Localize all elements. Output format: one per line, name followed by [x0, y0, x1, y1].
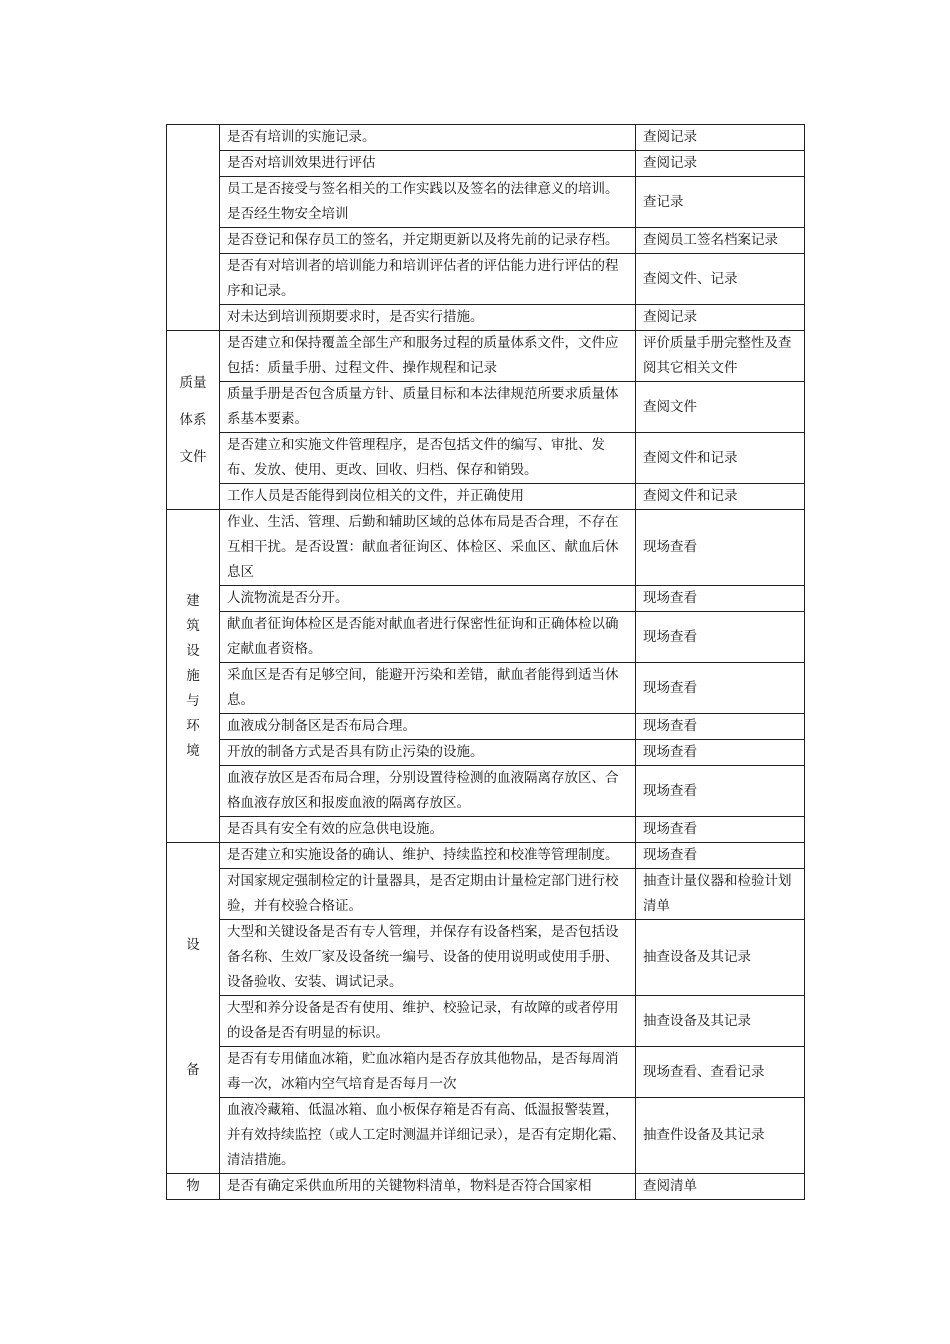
table-row [167, 510, 805, 586]
check-method: 抽查件设备及其记录 [636, 1098, 805, 1174]
table-row [167, 920, 805, 996]
check-method: 现场查看 [636, 586, 805, 612]
check-item: 员工是否接受与签名相关的工作实践以及签名的法律意义的培训。是否经生物安全培训 [220, 177, 636, 228]
category-char: 与 [186, 692, 200, 709]
check-method: 查阅文件 [636, 382, 805, 433]
check-item: 大型和关键设备是否有专人管理，并保存有设备档案，是否包括设备名称、生效厂家及设备统一编号、设备的使用说明或使用手册、设备验收、安装、调试记录。 [220, 920, 636, 996]
check-item: 质量手册是否包含质量方针、质量目标和本法律规范所要求质量体系基本要素。 [220, 382, 636, 433]
check-method: 现场查看 [636, 612, 805, 663]
category-cell-materials: 物 [167, 1174, 220, 1200]
check-method: 评价质量手册完整性及查阅其它相关文件 [636, 331, 805, 382]
category-char: 境 [186, 742, 200, 759]
check-item: 是否有确定采供血所用的关键物料清单，物料是否符合国家相 [220, 1174, 636, 1200]
category-char: 施 [186, 667, 200, 684]
category-cell-training [167, 125, 220, 331]
check-item: 大型和养分设备是否有使用、维护、校验记录，有故障的或者停用的设备是否有明显的标识。 [220, 996, 636, 1047]
category-char: 环 [186, 717, 200, 734]
table-row [167, 151, 805, 177]
table-row [167, 869, 805, 920]
check-method: 抽查设备及其记录 [636, 920, 805, 996]
table-row [167, 996, 805, 1047]
inspection-table [166, 124, 805, 1200]
check-method: 查阅文件、记录 [636, 254, 805, 305]
table-row [167, 843, 805, 869]
check-method: 现场查看 [636, 740, 805, 766]
table-row [167, 254, 805, 305]
check-item: 血液存放区是否布局合理，分别设置待检测的血液隔离存放区、合格血液存放区和报废血液的隔离存放区。 [220, 766, 636, 817]
check-item: 工作人员是否能得到岗位相关的文件，并正确使用 [220, 484, 636, 510]
check-item: 开放的制备方式是否具有防止污染的设施。 [220, 740, 636, 766]
check-item: 是否有对培训者的培训能力和培训评估者的评估能力进行评估的程序和记录。 [220, 254, 636, 305]
check-item: 作业、生活、管理、后勤和辅助区域的总体布局是否合理，不存在互相干扰。是否设置：献血者征询区、体检区、采血区、献血后休息区 [220, 510, 636, 586]
category-char: 筑 [186, 617, 200, 634]
check-item: 是否建立和保持覆盖全部生产和服务过程的质量体系文件，文件应包括：质量手册、过程文件、操作规程和记录 [220, 331, 636, 382]
check-item: 人流物流是否分开。 [220, 586, 636, 612]
check-method: 现场查看 [636, 843, 805, 869]
check-item: 血液成分制备区是否布局合理。 [220, 714, 636, 740]
table-row [167, 125, 805, 151]
table-row [167, 1174, 805, 1200]
check-item: 献血者征询体检区是否能对献血者进行保密性征询和正确体检以确定献血者资格。 [220, 612, 636, 663]
check-item: 对未达到培训预期要求时，是否实行措施。 [220, 305, 636, 331]
check-method: 现场查看 [636, 817, 805, 843]
check-item: 是否有专用储血冰箱，贮血冰箱内是否存放其他物品，是否每周消毒一次，冰箱内空气培育是否每月一次 [220, 1047, 636, 1098]
check-method: 查阅记录 [636, 305, 805, 331]
table-row [167, 714, 805, 740]
category-label: 质量 [179, 374, 207, 391]
category-cell-equipment [167, 843, 220, 1174]
check-item: 是否建立和实施设备的确认、维护、持续监控和校准等管理制度。 [220, 843, 636, 869]
check-item: 是否登记和保存员工的签名，并定期更新以及将先前的记录存档。 [220, 228, 636, 254]
category-label: 体系 [179, 411, 207, 428]
check-method: 查阅清单 [636, 1174, 805, 1200]
table-row [167, 484, 805, 510]
check-method: 查阅记录 [636, 125, 805, 151]
check-method: 查阅员工签名档案记录 [636, 228, 805, 254]
table-row [167, 766, 805, 817]
check-method: 现场查看、查看记录 [636, 1047, 805, 1098]
check-item: 对国家规定强制检定的计量器具，是否定期由计量检定部门进行校验，并有校验合格证。 [220, 869, 636, 920]
table-row [167, 177, 805, 228]
check-method: 现场查看 [636, 714, 805, 740]
table-row [167, 228, 805, 254]
check-item: 是否具有安全有效的应急供电设施。 [220, 817, 636, 843]
check-method: 现场查看 [636, 510, 805, 586]
category-label: 文件 [179, 448, 207, 465]
check-method: 抽查计量仪器和检验计划清单 [636, 869, 805, 920]
table-row [167, 433, 805, 484]
table-row [167, 586, 805, 612]
check-method: 抽查设备及其记录 [636, 996, 805, 1047]
table-row [167, 305, 805, 331]
table-row [167, 1098, 805, 1174]
check-method: 查阅记录 [636, 151, 805, 177]
check-item: 是否对培训效果进行评估 [220, 151, 636, 177]
table-row [167, 331, 805, 382]
check-item: 是否建立和实施文件管理程序，是否包括文件的编写、审批、发布、发放、使用、更改、回收、归档、保存和销毁。 [220, 433, 636, 484]
table-row [167, 740, 805, 766]
check-method: 现场查看 [636, 663, 805, 714]
check-item: 采血区是否有足够空间，能避开污染和差错，献血者能得到适当休息。 [220, 663, 636, 714]
check-method: 查阅文件和记录 [636, 433, 805, 484]
category-cell-quality-docs [167, 331, 220, 510]
check-method: 现场查看 [636, 766, 805, 817]
category-char: 设 [186, 642, 200, 659]
category-char: 设 [186, 937, 200, 953]
table-row [167, 663, 805, 714]
check-method: 查阅文件和记录 [636, 484, 805, 510]
check-item: 血液冷藏箱、低温冰箱、血小板保存箱是否有高、低温报警装置，并有效持续监控（或人工定时测温并详细记录），是否有定期化霜、清洁措施。 [220, 1098, 636, 1174]
category-char: 备 [186, 1062, 200, 1078]
check-method: 查记录 [636, 177, 805, 228]
table-row [167, 612, 805, 663]
table-row [167, 817, 805, 843]
check-item: 是否有培训的实施记录。 [220, 125, 636, 151]
table-row [167, 1047, 805, 1098]
table-row [167, 382, 805, 433]
category-cell-buildings [167, 510, 220, 843]
category-char: 建 [186, 592, 200, 609]
